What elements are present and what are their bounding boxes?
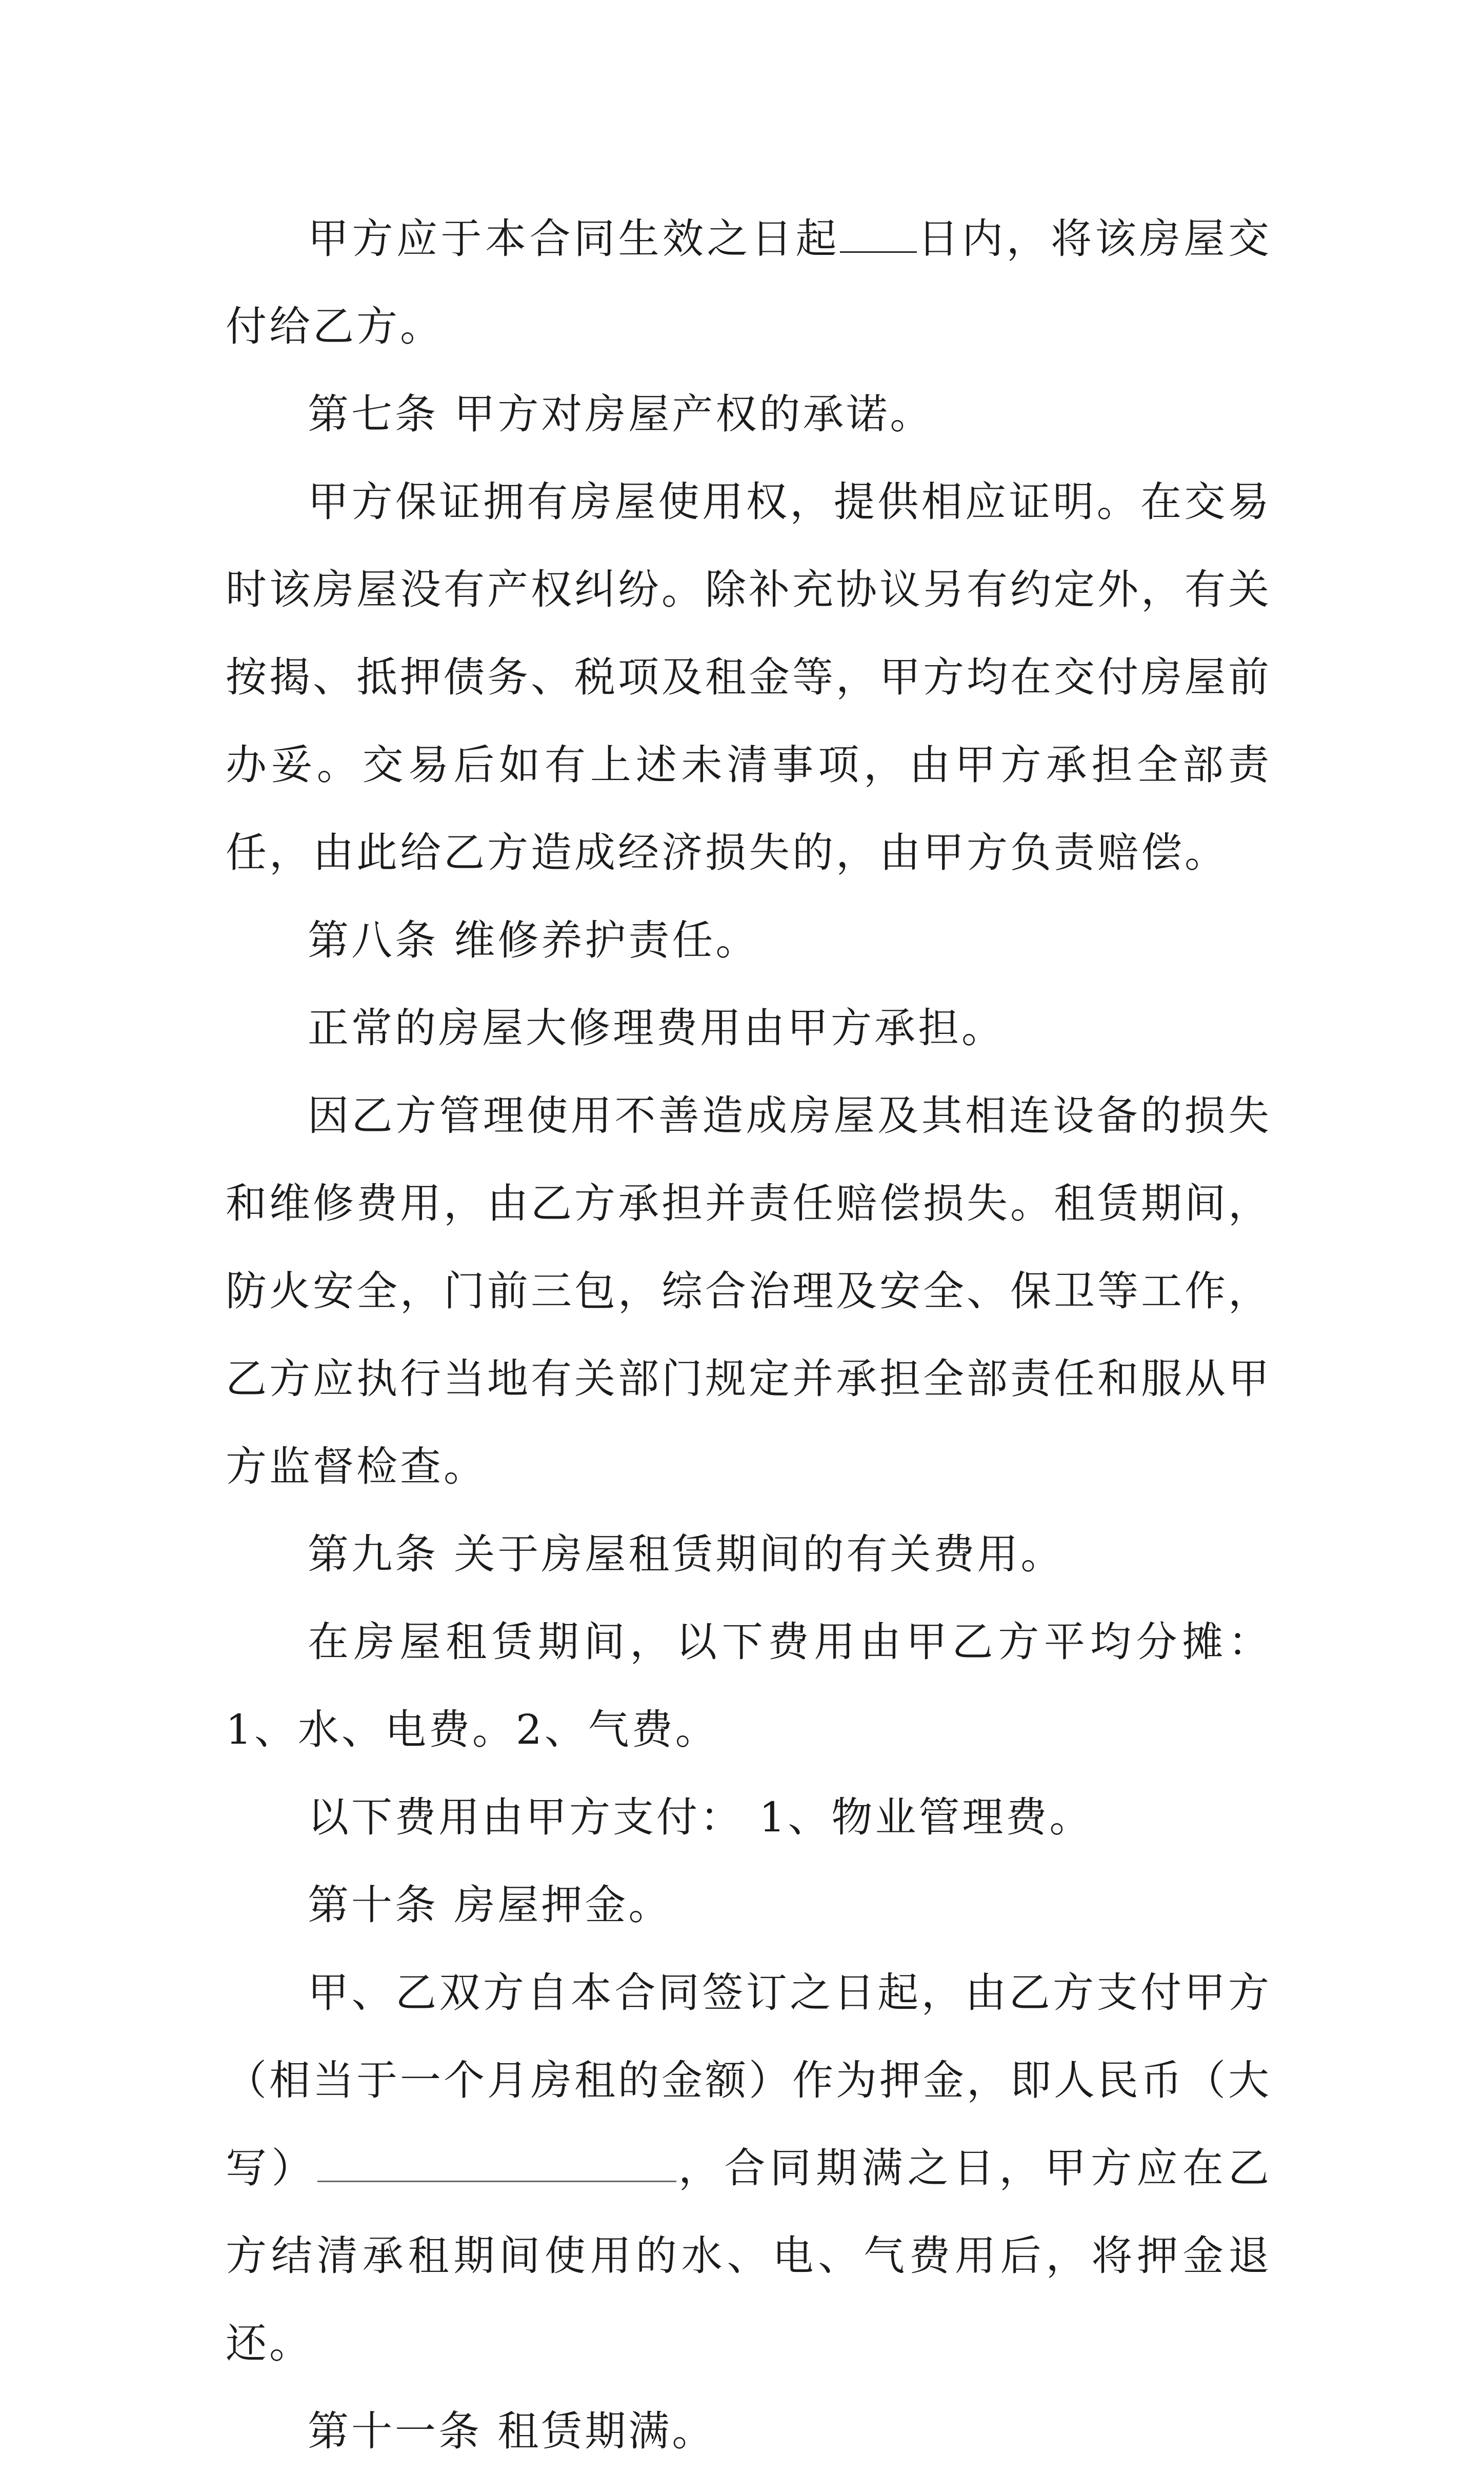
article-9-body-1: 在房屋租赁期间，以下费用由甲乙方平均分摊：1、水、电费。2、气费。 (226, 1618, 1272, 1753)
document-body (226, 195, 1272, 2475)
paragraph-delivery (226, 195, 1272, 370)
article-9-heading: 第九条 关于房屋租赁期间的有关费用。 (308, 1530, 1065, 1578)
article-11-heading: 第十一条 租赁期满。 (308, 2407, 716, 2455)
deposit-text-start: 甲、乙双方自本合同签订之日起，由乙方支付甲方（相当于一个月房租的金额）作为押金，即人民币（大写） (226, 1969, 1272, 2192)
days-blank (840, 221, 917, 253)
article-9-body-2: 以下费用由甲方支付： 1、物业管理费。 (308, 1793, 1093, 1841)
article-10-heading: 第十条 房屋押金。 (308, 1881, 672, 1929)
article-10-body (226, 1949, 1272, 2387)
article-8-heading: 第八条 维修养护责任。 (308, 916, 759, 964)
delivery-text-end: 日内，将该房屋交付给乙方。 (226, 215, 1272, 350)
delivery-text-start: 甲方应于本合同生效之日起 (308, 215, 840, 263)
deposit-text-end: ，合同期满之日，甲方应在乙方结清承租期间使用的水、电、气费用后，将押金退还。 (226, 2144, 1272, 2367)
article-7-heading: 第七条 甲方对房屋产权的承诺。 (308, 390, 934, 438)
article-8-body-2: 因乙方管理使用不善造成房屋及其相连设备的损失和维修费用，由乙方承担并责任赔偿损失。租赁期间，防火安全，门前三包，综合治理及安全、保卫等工作，乙方应执行当地有关部门规定并承担全部责任和服从甲方监督检查。 (226, 1092, 1272, 1490)
article-8-body-1: 正常的房屋大修理费用由甲方承担。 (308, 1004, 1005, 1052)
deposit-amount-blank (317, 2150, 676, 2182)
article-7-body: 甲方保证拥有房屋使用权，提供相应证明。在交易时该房屋没有产权纠纷。除补充协议另有约定外，有关按揭、抵押债务、税项及租金等，甲方均在交付房屋前办妥。交易后如有上述未清事项，由甲方承担全部责任，由此给乙方造成经济损失的，由甲方负责赔偿。 (226, 478, 1272, 876)
